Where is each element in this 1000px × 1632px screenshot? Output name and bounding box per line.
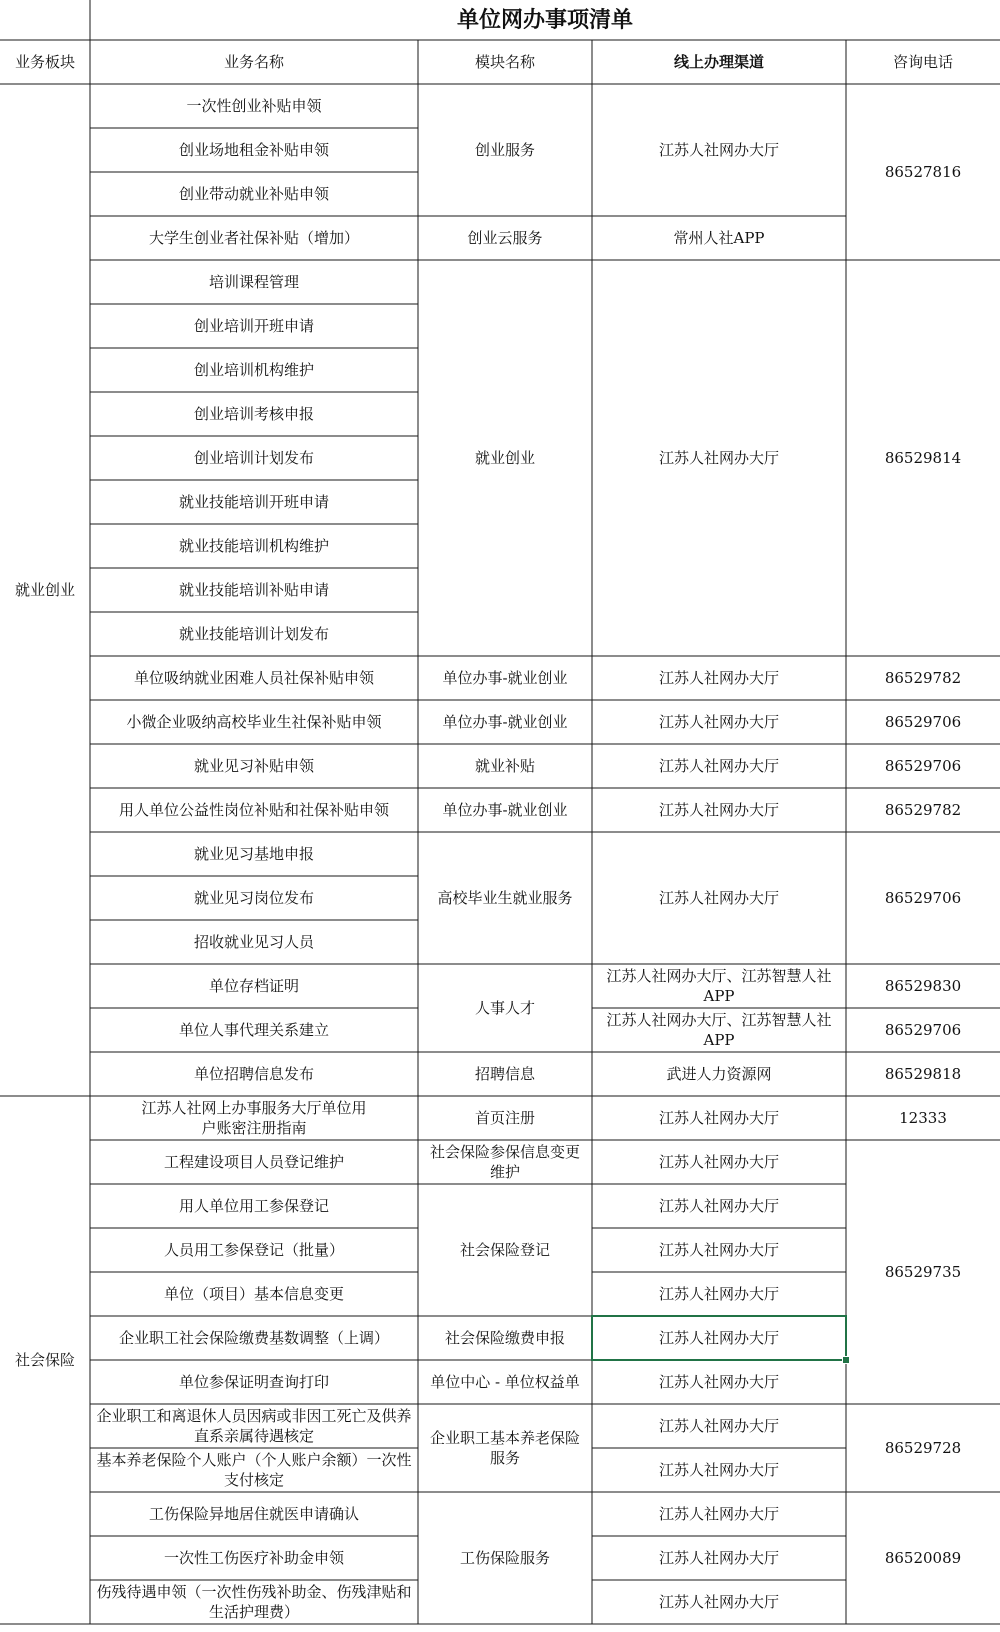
channel-cell[interactable] — [592, 1140, 846, 1184]
channel-cell[interactable] — [592, 1228, 846, 1272]
business-name-cell[interactable] — [90, 656, 418, 700]
module-cell-text: 创业云服务 — [467, 229, 543, 247]
channel-cell[interactable] — [592, 1536, 846, 1580]
business-name-cell[interactable] — [90, 744, 418, 788]
header-section-text: 业务板块 — [14, 53, 75, 71]
channel-cell-text: 江苏人社网办大厅 — [658, 1197, 779, 1215]
business-name-cell[interactable] — [90, 1448, 418, 1492]
module-cell[interactable] — [418, 656, 592, 700]
module-cell-text: 人事人才 — [474, 999, 535, 1017]
business-name-cell-text: 创业带动就业补贴申领 — [178, 185, 329, 203]
channel-cell-text: 江苏人社网办大厅 — [658, 757, 779, 775]
business-name-cell-text: 大学生创业者社保补贴（增加） — [148, 229, 359, 247]
phone-cell-text: 86520089 — [884, 1549, 962, 1567]
business-name-cell-text: 单位参保证明查询打印 — [178, 1373, 329, 1391]
sheet-title-text: 单位网办事项清单 — [456, 7, 633, 33]
business-name-cell-text: 单位（项目）基本信息变更 — [163, 1285, 344, 1303]
fill-handle[interactable] — [842, 1356, 850, 1364]
business-name-cell-text: 单位招聘信息发布 — [193, 1065, 314, 1083]
phone-cell[interactable] — [846, 656, 1000, 700]
business-name-cell-text: 就业见习基地申报 — [193, 845, 314, 863]
business-name-cell-text: 单位人事代理关系建立 — [178, 1021, 329, 1039]
channel-cell[interactable] — [592, 744, 846, 788]
business-name-cell[interactable] — [90, 612, 418, 656]
business-name-cell-text: 伤残待遇申领（一次性伤残补助金、伤残津贴和生活护理费） — [96, 1583, 412, 1621]
business-name-cell-text: 一次性创业补贴申领 — [186, 97, 322, 115]
module-cell-text: 工伤保险服务 — [459, 1549, 550, 1567]
section-cell[interactable] — [0, 1096, 90, 1624]
channel-cell[interactable] — [592, 1316, 846, 1360]
channel-cell[interactable] — [592, 216, 846, 260]
business-name-cell-text: 培训课程管理 — [208, 273, 299, 291]
section-cell[interactable] — [0, 84, 90, 1096]
channel-cell[interactable] — [592, 1052, 846, 1096]
channel-cell[interactable] — [592, 700, 846, 744]
channel-cell[interactable] — [592, 1492, 846, 1536]
channel-cell-text: 江苏人社网办大厅 — [658, 141, 779, 159]
business-name-cell-text: 创业培训考核申报 — [193, 405, 314, 423]
channel-cell-text: 江苏人社网办大厅 — [658, 1593, 779, 1611]
phone-cell-text: 86529706 — [884, 757, 962, 775]
phone-cell[interactable] — [846, 84, 1000, 260]
module-cell-text: 社会保险参保信息变更维护 — [429, 1143, 580, 1181]
module-cell[interactable] — [418, 216, 592, 260]
business-name-cell-text: 就业技能培训计划发布 — [178, 625, 329, 643]
business-name-cell[interactable] — [90, 964, 418, 1008]
channel-cell[interactable] — [592, 964, 846, 1008]
business-name-cell[interactable] — [90, 788, 418, 832]
module-cell[interactable] — [418, 84, 592, 216]
business-name-cell[interactable] — [90, 348, 418, 392]
channel-cell-text: 江苏人社网办大厅 — [658, 1153, 779, 1171]
business-name-cell-text: 创业培训开班申请 — [193, 317, 314, 335]
phone-cell[interactable] — [846, 1492, 1000, 1624]
phone-cell-text: 86529782 — [884, 669, 962, 687]
phone-cell[interactable] — [846, 788, 1000, 832]
business-name-cell[interactable] — [90, 84, 418, 128]
phone-cell[interactable] — [846, 700, 1000, 744]
business-name-cell-text: 企业职工和离退休人员因病或非因工死亡及供养直系亲属待遇核定 — [96, 1407, 412, 1445]
module-cell-text: 就业创业 — [474, 449, 535, 467]
module-cell-text: 单位办事-就业创业 — [442, 801, 568, 819]
channel-cell-text: 江苏人社网办大厅 — [658, 1329, 779, 1347]
business-name-cell-text: 用人单位公益性岗位补贴和社保补贴申领 — [118, 801, 389, 819]
module-cell-text: 招聘信息 — [474, 1065, 535, 1083]
channel-cell[interactable] — [592, 1360, 846, 1404]
business-name-cell[interactable] — [90, 524, 418, 568]
channel-cell-text: 江苏人社网办大厅、江苏智慧人社APP — [606, 967, 832, 1005]
module-cell-text: 企业职工基本养老保险服务 — [429, 1429, 580, 1467]
module-cell[interactable] — [418, 964, 592, 1052]
sheet-title[interactable] — [90, 0, 1000, 40]
module-cell[interactable] — [418, 1316, 592, 1360]
module-cell-text: 单位中心 - 单位权益单 — [430, 1373, 580, 1391]
business-name-cell-text: 就业技能培训补贴申请 — [178, 581, 329, 599]
module-cell[interactable] — [418, 260, 592, 656]
module-cell-text: 创业服务 — [474, 141, 535, 159]
channel-cell[interactable] — [592, 260, 846, 656]
header-phone[interactable] — [846, 40, 1000, 84]
business-name-cell-text: 用人单位用工参保登记 — [178, 1197, 329, 1215]
business-name-cell[interactable] — [90, 920, 418, 964]
business-name-cell[interactable] — [90, 1184, 418, 1228]
phone-cell-text: 86529728 — [884, 1439, 962, 1457]
phone-cell-text: 86529735 — [884, 1263, 962, 1281]
business-name-cell[interactable] — [90, 216, 418, 260]
business-name-cell[interactable] — [90, 1140, 418, 1184]
header-name-text: 业务名称 — [223, 53, 284, 71]
business-name-cell[interactable] — [90, 568, 418, 612]
business-name-cell-text: 基本养老保险个人账户（个人账户余额）一次性支付核定 — [96, 1451, 412, 1489]
phone-cell-text: 86529782 — [884, 801, 962, 819]
header-module-text: 模块名称 — [474, 53, 535, 71]
channel-cell-text: 江苏人社网办大厅 — [658, 449, 779, 467]
header-channel[interactable] — [592, 40, 846, 84]
channel-cell[interactable] — [592, 1404, 846, 1448]
phone-cell-text: 86529830 — [884, 977, 962, 995]
business-name-cell-text: 一次性工伤医疗补助金申领 — [163, 1549, 344, 1567]
module-cell[interactable] — [418, 1184, 592, 1316]
channel-cell[interactable] — [592, 832, 846, 964]
business-name-cell[interactable] — [90, 436, 418, 480]
module-cell[interactable] — [418, 1492, 592, 1624]
phone-cell[interactable] — [846, 832, 1000, 964]
business-name-cell[interactable] — [90, 1008, 418, 1052]
channel-cell[interactable] — [592, 1272, 846, 1316]
business-name-cell[interactable] — [90, 1536, 418, 1580]
business-name-cell-text: 创业场地租金补贴申领 — [178, 141, 329, 159]
channel-cell[interactable] — [592, 84, 846, 216]
business-name-cell-text: 招收就业见习人员 — [193, 933, 314, 951]
channel-cell-text: 江苏人社网办大厅 — [658, 669, 779, 687]
phone-cell-text: 86529818 — [884, 1065, 962, 1083]
section-cell-text: 社会保险 — [14, 1351, 75, 1369]
channel-cell-text: 常州人社APP — [673, 229, 765, 247]
channel-cell-text: 江苏人社网办大厅 — [658, 1417, 779, 1435]
business-name-cell[interactable] — [90, 128, 418, 172]
business-name-cell-text: 单位吸纳就业困难人员社保补贴申领 — [133, 669, 374, 687]
business-name-cell-text: 就业见习补贴申领 — [193, 757, 314, 775]
phone-cell[interactable] — [846, 1404, 1000, 1492]
business-name-cell-text: 就业技能培训开班申请 — [178, 493, 329, 511]
header-name[interactable] — [90, 40, 418, 84]
section-cell-text: 就业创业 — [14, 581, 75, 599]
business-name-cell-text: 单位存档证明 — [208, 977, 299, 995]
channel-cell-text: 江苏人社网办大厅 — [658, 801, 779, 819]
phone-cell[interactable] — [846, 1140, 1000, 1404]
channel-cell-text: 江苏人社网办大厅 — [658, 1549, 779, 1567]
business-name-cell[interactable] — [90, 480, 418, 524]
module-cell[interactable] — [418, 1360, 592, 1404]
business-name-cell[interactable] — [90, 1580, 418, 1624]
business-name-cell[interactable] — [90, 1316, 418, 1360]
phone-cell-text: 86529814 — [884, 449, 962, 467]
channel-cell-text: 江苏人社网办大厅 — [658, 713, 779, 731]
module-cell-text: 首页注册 — [474, 1109, 535, 1127]
module-cell[interactable] — [418, 744, 592, 788]
channel-cell[interactable] — [592, 1448, 846, 1492]
channel-cell[interactable] — [592, 1008, 846, 1052]
business-name-cell[interactable] — [90, 304, 418, 348]
business-name-cell-text: 江苏人社网上办事服务大厅单位用户账密注册指南 — [141, 1099, 367, 1137]
module-cell-text: 单位办事-就业创业 — [442, 669, 568, 687]
business-name-cell[interactable] — [90, 1052, 418, 1096]
module-cell[interactable] — [418, 1404, 592, 1492]
channel-cell-text: 江苏人社网办大厅 — [658, 1461, 779, 1479]
channel-cell-text: 江苏人社网办大厅、江苏智慧人社APP — [606, 1011, 832, 1049]
header-phone-text: 咨询电话 — [892, 53, 953, 71]
channel-cell[interactable] — [592, 1096, 846, 1140]
business-name-cell[interactable] — [90, 1492, 418, 1536]
phone-cell-text: 86529706 — [884, 1021, 962, 1039]
business-name-cell[interactable] — [90, 876, 418, 920]
business-name-cell-text: 创业培训计划发布 — [193, 449, 314, 467]
business-name-cell[interactable] — [90, 1272, 418, 1316]
phone-cell-text: 12333 — [899, 1109, 947, 1127]
business-name-cell-text: 就业见习岗位发布 — [193, 889, 314, 907]
business-name-cell[interactable] — [90, 1096, 418, 1140]
phone-cell[interactable] — [846, 964, 1000, 1008]
header-section[interactable] — [0, 40, 90, 84]
module-cell-text: 就业补贴 — [474, 757, 535, 775]
business-name-cell-text: 企业职工社会保险缴费基数调整（上调） — [118, 1329, 389, 1347]
channel-cell-text: 江苏人社网办大厅 — [658, 1109, 779, 1127]
module-cell-text: 社会保险登记 — [459, 1241, 550, 1259]
channel-cell-text: 江苏人社网办大厅 — [658, 889, 779, 907]
business-name-cell[interactable] — [90, 1404, 418, 1448]
business-name-cell-text: 工伤保险异地居住就医申请确认 — [148, 1505, 359, 1523]
channel-cell-text: 江苏人社网办大厅 — [658, 1285, 779, 1303]
phone-cell[interactable] — [846, 1052, 1000, 1096]
channel-cell-text: 江苏人社网办大厅 — [658, 1505, 779, 1523]
channel-cell-text: 江苏人社网办大厅 — [658, 1241, 779, 1259]
module-cell[interactable] — [418, 1096, 592, 1140]
header-channel-text: 线上办理渠道 — [673, 53, 764, 71]
channel-cell-text: 武进人力资源网 — [666, 1065, 772, 1083]
channel-cell[interactable] — [592, 656, 846, 700]
channel-cell-text: 江苏人社网办大厅 — [658, 1373, 779, 1391]
phone-cell-text: 86529706 — [884, 889, 962, 907]
header-module[interactable] — [418, 40, 592, 84]
business-name-cell[interactable] — [90, 1360, 418, 1404]
business-name-cell-text: 工程建设项目人员登记维护 — [163, 1153, 344, 1171]
module-cell-text: 社会保险缴费申报 — [444, 1329, 565, 1347]
channel-cell[interactable] — [592, 1580, 846, 1624]
channel-cell[interactable] — [592, 1184, 846, 1228]
module-cell[interactable] — [418, 1140, 592, 1184]
business-name-cell[interactable] — [90, 260, 418, 304]
business-name-cell-text: 就业技能培训机构维护 — [178, 537, 329, 555]
business-name-cell[interactable] — [90, 1228, 418, 1272]
phone-cell[interactable] — [846, 260, 1000, 656]
business-name-cell[interactable] — [90, 392, 418, 436]
module-cell[interactable] — [418, 788, 592, 832]
business-name-cell[interactable] — [90, 832, 418, 876]
business-name-cell-text: 人员用工参保登记（批量） — [163, 1241, 344, 1259]
phone-cell-text: 86529706 — [884, 713, 962, 731]
phone-cell[interactable] — [846, 744, 1000, 788]
module-cell[interactable] — [418, 700, 592, 744]
business-name-cell-text: 创业培训机构维护 — [193, 361, 314, 379]
business-name-cell[interactable] — [90, 172, 418, 216]
phone-cell-text: 86527816 — [884, 163, 962, 181]
phone-cell[interactable] — [846, 1096, 1000, 1140]
business-name-cell[interactable] — [90, 700, 418, 744]
module-cell[interactable] — [418, 1052, 592, 1096]
business-name-cell-text: 小微企业吸纳高校毕业生社保补贴申领 — [126, 713, 382, 731]
module-cell-text: 单位办事-就业创业 — [442, 713, 568, 731]
module-cell[interactable] — [418, 832, 592, 964]
phone-cell[interactable] — [846, 1008, 1000, 1052]
module-cell-text: 高校毕业生就业服务 — [437, 889, 573, 907]
channel-cell[interactable] — [592, 788, 846, 832]
